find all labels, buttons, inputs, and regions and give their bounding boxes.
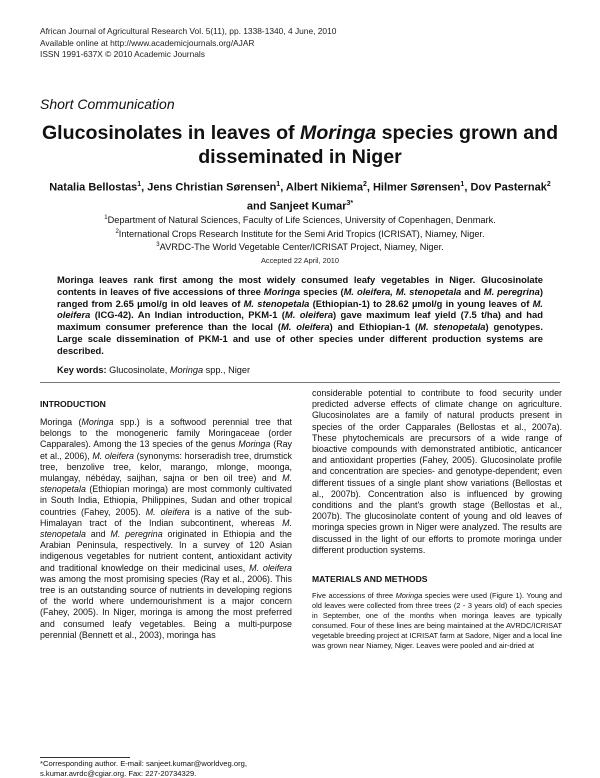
affiliations — [40, 213, 560, 254]
affiliation-text: Department of Natural Sciences, Faculty of Life Sciences, University of Copenhagen, Denmark. — [107, 215, 496, 226]
author: Natalia Bellostas — [49, 181, 138, 194]
footnote — [40, 759, 292, 778]
author: Sanjeet Kumar — [269, 200, 347, 213]
intro-heading: INTRODUCTION — [40, 399, 106, 409]
methods-paragraph: Five accessions of three Moringa species were used (Figure 1). Young and old leaves were collected from three trees (2 - 3 years old) of each species in September, one of the months when moringa leaves are typically consumed. Four of these lines are being maintained at the AVRDC/ICRISAT vegetable breeding project at ICRISAT farm at Sadore, Niger and a local line was grown near Niamey, Niger. Leaves were pooled and air-dried at — [312, 591, 563, 651]
author-affil-sup: 3* — [346, 199, 354, 207]
author-affil-sup: 1 — [460, 181, 465, 188]
accepted-date: Accepted 22 April, 2010 — [260, 256, 340, 265]
affiliation — [40, 227, 560, 241]
affiliation — [40, 213, 560, 227]
paper-title — [40, 121, 560, 169]
article-type: Short Communication — [40, 96, 175, 112]
affiliation-sup: 1 — [104, 215, 108, 221]
abstract: Moringa leaves rank first among the most widely consumed leafy vegetables in Niger. Glucosinolate contents in leaves of five accessions of three Moringa species (M. oleifera, M. stenopetala and M. peregrina) ranged from 2.65 µmol/g in old leaves of M. stenopetala (Ethiopian-1) to 28.62 µmol/g in young leaves of M. oleifera (ICG-42). An Indian introduction, PKM-1 (M. oleifera) gave maximum leaf yield (7.5 t/ha) and had maximum consumer preference than the local (M. oleifera) and Ethiopian-1 (M. stenopetala) genotypes. Large scale dissemination of PKM-1 and use of other species under different production systems are described. — [57, 274, 543, 356]
title-part2: species grown and disseminated in Niger — [198, 122, 559, 168]
title-genus: Moringa — [300, 122, 377, 144]
affiliation-sup: 2 — [115, 228, 119, 235]
affiliation — [40, 240, 560, 254]
intro-paragraph-continued: considerable potential to contribute to food security under predicted adverse effects of climate change on agriculture. Glucosinolates are a family of natural products present in species of the order Capparales (Bellostas et al., 2007a). These phytochemicals are precursors of a wide range of bioactive compounds with demonstrated antibiotic, anticancer and antioxidant properties (Fahey, 2005). Glucosinolate profile and concentration are species- and genotype-dependent; even different tissues of a single plant show variations (Bellostas et al., 2007b). Concentration also is influenced by growing conditions and the plant's growth stage (Bellostas et al., 2007b). The glucosinolate content of young and old leaves of moringa species grown in Niger were analyzed. The results are discussed in the light of our efforts to promote moringa under different production systems. — [312, 388, 562, 555]
author: Jens Christian Sørensen — [147, 181, 277, 194]
title-part1: Glucosinolates in leaves of — [41, 122, 301, 144]
author: Albert Nikiema — [285, 181, 363, 194]
affiliation-sup: 3 — [156, 242, 160, 249]
author-affil-sup: 2 — [362, 181, 367, 188]
footnote-line: *Corresponding author. E-mail: sanjeet.kumar@worldveg.org, — [40, 759, 247, 768]
footnote-line: s.kumar.avrdc@cgiar.org. Fax: 227-20734329. — [40, 768, 197, 778]
right-column — [312, 388, 562, 651]
footnote-divider — [40, 757, 130, 758]
keywords: Key words: Glucosinolate, Moringa spp., Niger — [57, 365, 251, 375]
author: Dov Pasternak — [470, 181, 547, 194]
author-affil-sup: 2 — [546, 181, 551, 188]
methods-heading: MATERIALS AND METHODS — [312, 574, 428, 585]
journal-availability: Available online at http://www.academicjournals.org/AJAR — [40, 37, 255, 48]
author-affil-sup: 1 — [276, 181, 281, 188]
author-list: Natalia Bellostas$^1$, Jens Christian Sørensen$^1$, Albert Nikiema$^2$, Hilmer Sørensen$^1$, Dov Pasternak$^2$ and Sanjeet Kumar$^{3*}$ — [49, 181, 551, 213]
author: Hilmer Sørensen — [372, 181, 461, 194]
section-divider — [40, 382, 560, 383]
affiliation-text: AVRDC-The World Vegetable Center/ICRISAT Project, Niamey, Niger. — [159, 242, 444, 253]
journal-header — [40, 26, 336, 61]
journal-citation: African Journal of Agricultural Research Vol. 5(11), pp. 1338-1340, 4 June, 2010 — [40, 26, 337, 36]
keywords-label: Key words: — [57, 365, 107, 375]
author-affil-sup: 1 — [137, 181, 142, 188]
journal-issn: ISSN 1991-637X © 2010 Academic Journals — [40, 49, 205, 59]
affiliation-text: International Crops Research Institute for the Semi Arid Tropics (ICRISAT), Niamey, Niger. — [118, 228, 485, 239]
left-column — [40, 399, 292, 641]
intro-paragraph: Moringa (Moringa spp.) is a softwood perennial tree that belongs to the monogeneric family Moringaceae (order Capparales). Among the 13 species of the genus Moringa (Ray et al., 2006), M. oleifera (synonyms: horseradish tree, drumstick tree, benzolive tree, kelor, marango, mlonge, moonga, mulangay, nébéday, saijhan, sajna or ben oil tree) and M. stenopetala (Ethiopian moringa) are most commonly cultivated in South India, Ethiopia, Philippines, Sudan and other tropical countries (Fahey, 2005). M. oleifera is a native of the sub-Himalayan tract of the Indian subcontinent, whereas M. stenopetala and M. peregrina originated in Ethiopia and the Arabian Peninsula, respectively. In a survey of 120 Asian indigenous vegetables for nutrient content, antioxidant activity and traditional knowledge on their medicinal uses, M. oleifera was among the most promising species (Ray et al., 2006). This tree is an outstanding source of nutrients in developing regions of the world where undernourishment is a major concern (Fahey, 2005). In Niger, moringa is among the most preferred and consumed leafy vegetables. Being a multi-purpose perennial (Bennett et al., 2003), moringa has — [40, 417, 292, 640]
